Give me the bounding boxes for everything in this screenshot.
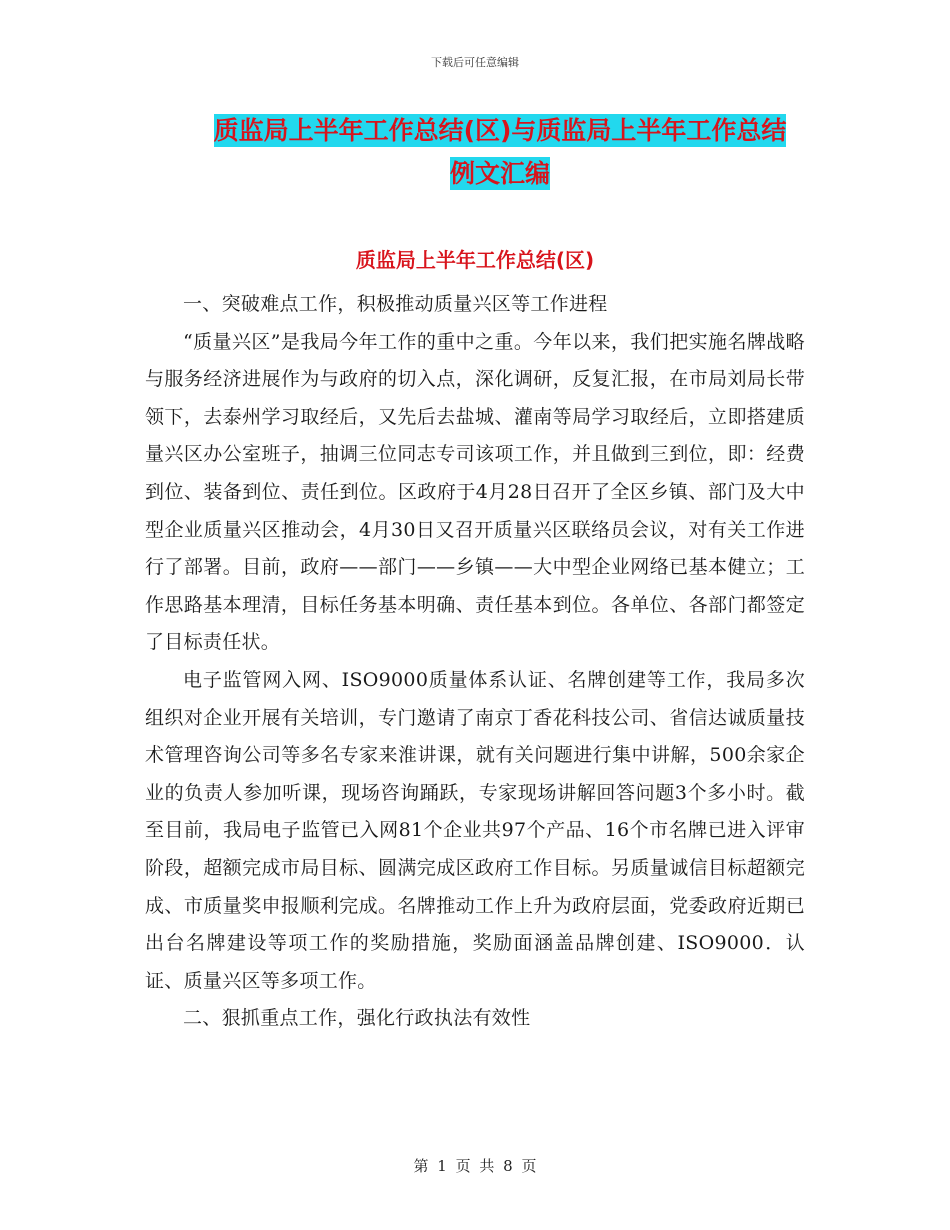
page-number: 第 1 页 共 8 页 (413, 1157, 537, 1175)
header-note: 下载后可任意编辑 (431, 56, 519, 69)
paragraph-2: 电子监管网入网、ISO9000质量体系认证、名牌创建等工作，我局多次组织对企业开展有关培训，专门邀请了南京丁香花科技公司、省信达诚质量技术管理咨询公司等多名专家来淮讲课，就有关问题进行集中讲解，500余家企业的负责人参加听课，现场咨询踊跃，专家现场讲解回答问题3个多小时。截至目前，我局电子监管已入网81个企业共97个产品、16个市名牌已进入评审阶段，超额完成市局目标、圆满完成区政府工作目标。另质量诚信目标超额完成、市质量奖申报顺利完成。名牌推动工作上升为政府层面，党委政府近期已出台名牌建设等项工作的奖励措施，奖励面涵盖品牌创建、ISO9000．认证、质量兴区等多项工作。 (145, 668, 805, 992)
document-title-text-1: 质监局上半年工作总结(区)与质监局上半年工作总结 (213, 116, 787, 145)
paragraph-heading-2: 二、狠抓重点工作，强化行政执法有效性 (183, 1007, 531, 1030)
document-body (145, 286, 805, 1038)
document-title-line-2 (120, 151, 880, 197)
paragraph-1: “质量兴区”是我局今年工作的重中之重。今年以来，我们把实施名牌战略与服务经济进展作为与政府的切入点，深化调研，反复汇报，在市局刘局长带领下，去泰州学习取经后，又先后去盐城、灌南等局学习取经后，立即搭建质量兴区办公室班子，抽调三位同志专司该项工作，并且做到三到位，即：经费到位、装备到位、责任到位。区政府于4月28日召开了全区乡镇、部门及大中型企业质量兴区推动会，4月30日又召开质量兴区联络员会议，对有关工作进行了部署。目前，政府——部门——乡镇——大中型企业网络已基本健立；工作思路基本理清，目标任务基本明确、责任基本到位。各单位、各部门都签定了目标责任状。 (145, 330, 805, 654)
paragraph-heading-1: 一、突破难点工作，积极推动质量兴区等工作进程 (183, 293, 608, 315)
document-title-text-2: 例文汇编 (449, 159, 550, 188)
section-title: 质监局上半年工作总结(区) (355, 248, 595, 272)
document-title-line-1 (120, 108, 880, 154)
